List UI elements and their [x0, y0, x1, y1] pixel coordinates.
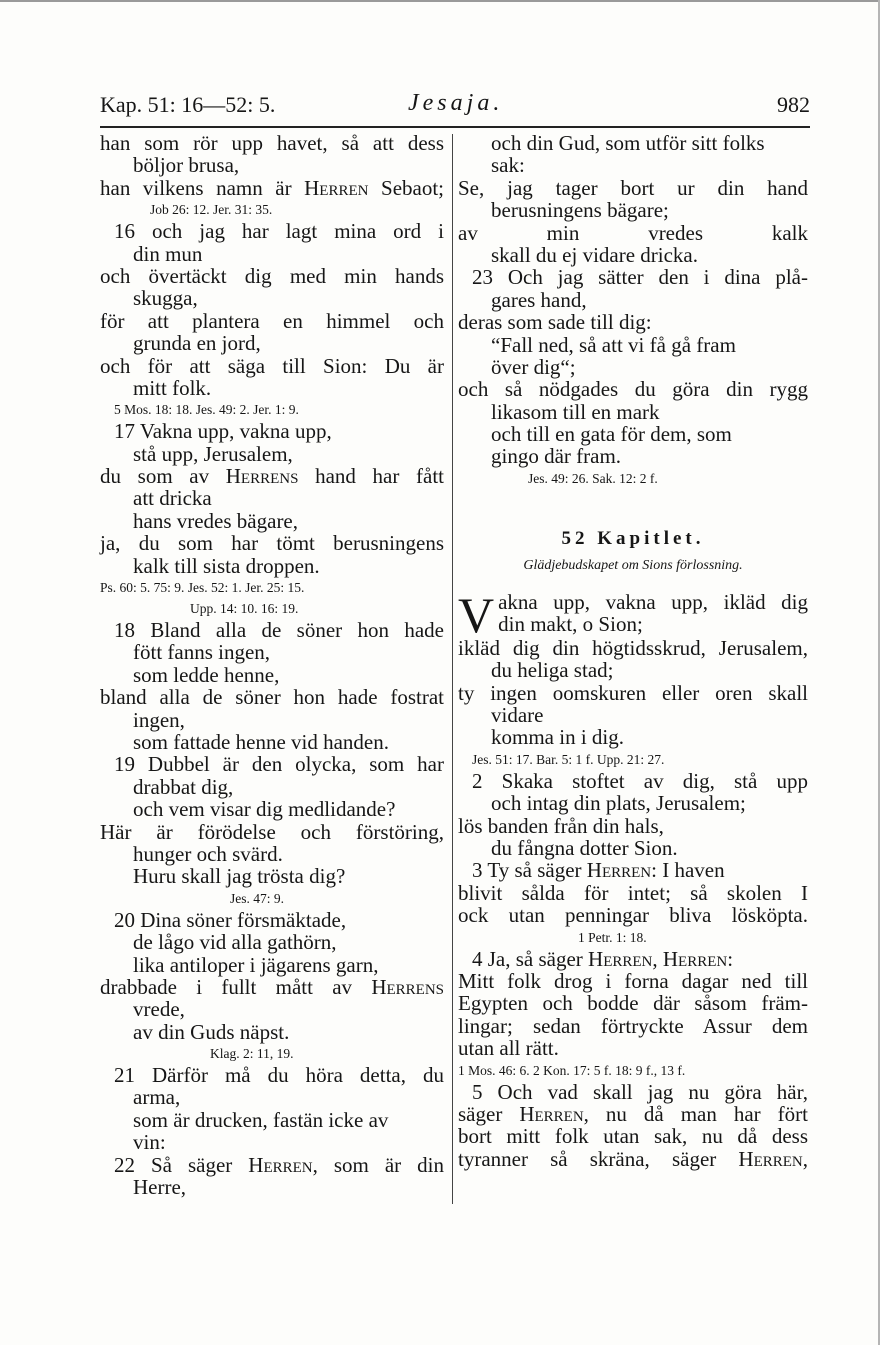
left-text-line: av din Guds näpst. [133, 1019, 290, 1044]
chapter-opening [458, 591, 808, 637]
right-text-line: över dig“; [491, 354, 576, 379]
left-reference: Upp. 14: 10. 16: 19. [190, 601, 299, 617]
left-reference: Klag. 2: 11, 19. [210, 1046, 294, 1062]
small-caps-word: Herren [662, 946, 728, 971]
right-text-line: säger Herren, nu då man har fört [458, 1101, 808, 1126]
left-text-line: hunger och svärd. [133, 841, 283, 866]
right-reference: Jes. 49: 26. Sak. 12: 2 f. [528, 470, 658, 486]
chapter-heading: 52 Kapitlet. [561, 527, 705, 549]
right-text-line: och intag din plats, Jerusalem; [491, 791, 746, 816]
left-text-line: din mun [133, 241, 203, 266]
left-text-line: skugga, [133, 286, 198, 311]
left-reference: Ps. 60: 5. 75: 9. Jes. 52: 1. Jer. 25: 15. [100, 580, 305, 596]
opening-line-1: akna upp, vakna upp, ikläd dig [498, 590, 808, 614]
left-text-line: drabbat dig, [133, 774, 234, 799]
left-text-line: och för att säga till Sion: Du är [100, 353, 444, 378]
small-caps-word: Herrens [225, 464, 299, 489]
left-text-line: och vem visar dig medlidande? [133, 797, 396, 822]
right-text-line: skall du ej vidare dricka. [491, 242, 699, 267]
left-text-line: de lågo vid alla gathörn, [133, 930, 337, 955]
right-text-line: vidare [491, 703, 544, 728]
right-text-line: blivit sålda för intet; så skolen I [458, 880, 808, 905]
right-text-line: “Fall ned, så att vi få gå fram [491, 332, 736, 357]
chapter-range: Kap. 51: 16—52: 5. [100, 92, 276, 117]
left-text-line: lika antiloper i jägarens garn, [133, 952, 379, 977]
left-text-line: 17 Vakna upp, vakna upp, [114, 419, 332, 444]
left-text-line: 19 Dubbel är den olycka, som har [114, 752, 444, 777]
right-text-line: gingo där fram. [491, 444, 622, 469]
left-column [100, 132, 444, 1198]
left-text-line: ingen, [133, 707, 185, 732]
left-text-line: arma, [133, 1085, 181, 1110]
page-number: 982 [777, 92, 810, 117]
left-text-line: stå upp, Jerusalem, [133, 441, 293, 466]
small-caps-word: Herren [304, 175, 369, 200]
left-text-line: som är drucken, fastän icke av [133, 1107, 389, 1132]
right-text-line: utan all rätt. [458, 1036, 559, 1061]
left-text-line: hans vredes bägare, [133, 508, 299, 533]
right-column [458, 132, 808, 1170]
left-text-line: att dricka [133, 486, 212, 511]
right-text-line: och till en gata för dem, som [491, 422, 732, 447]
right-text-line: 5 Och vad skall jag nu göra här, [472, 1079, 808, 1104]
left-text-line: grunda en jord, [133, 331, 261, 356]
small-caps-word: Herren [586, 858, 652, 883]
left-text-line: bland alla de söner hon hade fostrat [100, 685, 444, 710]
right-text-line: 3 Ty så säger Herren: I haven [472, 858, 725, 883]
chapter-spacer [458, 489, 808, 525]
right-text-line: gares hand, [491, 287, 587, 312]
left-text-line: 20 Dina söner försmäktade, [114, 907, 347, 932]
left-text-line: han vilkens namn är Herren Sebaot; [100, 175, 444, 200]
right-text-line: du heliga stad; [491, 658, 614, 683]
subtitle-spacer [458, 579, 808, 591]
left-text-line: kalk till sista droppen. [133, 553, 320, 578]
header-rule [100, 126, 810, 128]
left-text-line: drabbade i fullt mått av Herrens [100, 974, 444, 999]
small-caps-word: Herren [519, 1101, 584, 1126]
right-text-line: ty ingen oomskuren eller oren skall [458, 680, 808, 705]
left-reference: Jes. 47: 9. [230, 890, 284, 906]
running-header [100, 88, 810, 124]
left-text-line: mitt folk. [133, 375, 212, 400]
right-reference: Jes. 51: 17. Bar. 5: 1 f. Upp. 21: 27. [472, 751, 665, 767]
drop-cap: V [458, 590, 495, 637]
left-text-line: 22 Så säger Herren, som är din [114, 1152, 444, 1177]
right-text-line: sak: [491, 153, 525, 178]
right-text-line: du fångna dotter Sion. [491, 835, 678, 860]
right-text-line: och din Gud, som utför sitt folks [491, 131, 765, 155]
left-text-line: vrede, [133, 997, 185, 1022]
right-text-line: ock utan penningar bliva lösköpta. [458, 903, 808, 928]
right-text-line: av min vredes kalk [458, 220, 808, 245]
left-text-line: ja, du som har tömt berusningens [100, 531, 444, 556]
right-text-line: lingar; sedan förtryckte Assur dem [458, 1013, 808, 1038]
right-text-line: deras som sade till dig: [458, 310, 652, 335]
small-caps-word: Herrens [371, 974, 444, 999]
left-text-line: som fattade henne vid handen. [133, 729, 389, 754]
right-column-bottom [458, 637, 808, 1170]
left-reference: 5 Mos. 18: 18. Jes. 49: 2. Jer. 1: 9. [114, 402, 299, 418]
right-text-line: tyranner så skräna, säger Herren, [458, 1146, 808, 1171]
left-text-line: för att plantera en himmel och [100, 308, 444, 333]
left-text-line: 16 och jag har lagt mina ord i [114, 219, 444, 244]
left-text-line: 18 Bland alla de söner hon hade [114, 618, 444, 643]
left-text-line: Herre, [133, 1175, 187, 1200]
right-text-line: komma in i dig. [491, 725, 624, 750]
small-caps-word: Herren [588, 946, 653, 971]
left-text-line: vin: [133, 1130, 166, 1155]
right-text-line: Mitt folk drog i forna dagar ned till [458, 968, 808, 993]
opening-line-2: din makt, o Sion; [498, 612, 643, 637]
column-divider [452, 134, 453, 1204]
right-text-line: lös banden från din hals, [458, 813, 664, 838]
right-text-line: 2 Skaka stoftet av dig, stå upp [472, 768, 808, 793]
small-caps-word: Herren [738, 1146, 803, 1171]
chapter-subtitle: Glädjebudskapet om Sions förlossning. [523, 557, 743, 573]
right-text-line: ikläd dig din högtidsskrud, Jerusalem, [458, 635, 808, 660]
right-text-line: berusningens bägare; [491, 198, 669, 223]
left-text-line: och övertäckt dig med min hands [100, 263, 444, 288]
left-text-line: Huru skall jag trösta dig? [133, 864, 346, 889]
left-text-line: böljor brusa, [133, 153, 240, 178]
right-reference: 1 Petr. 1: 18. [578, 929, 647, 945]
book-title: Jesaja. [408, 90, 504, 116]
right-text-line: 4 Ja, så säger Herren, Herren: [472, 946, 734, 971]
scan-top-border [0, 0, 880, 2]
small-caps-word: Herren [248, 1152, 313, 1177]
left-text-line: du som av Herrens hand har fått [100, 464, 445, 489]
right-text-line: likasom till en mark [491, 399, 660, 424]
left-text-line: Här är förödelse och förstöring, [100, 819, 444, 844]
left-text-line: 21 Därför må du höra detta, du [114, 1063, 444, 1088]
right-text-line: och så nödgades du göra din rygg [458, 377, 808, 402]
right-text-line: Se, jag tager bort ur din hand [458, 175, 808, 200]
left-text-line: som ledde henne, [133, 662, 280, 687]
right-text-line: Egypten och bodde där såsom främ- [458, 991, 808, 1016]
right-column-top [458, 132, 808, 489]
right-reference: 1 Mos. 46: 6. 2 Kon. 17: 5 f. 18: 9 f., 13 f. [458, 1062, 686, 1078]
right-text-line: 23 Och jag sätter den i dina plå- [472, 265, 808, 290]
right-text-line: bort mitt folk utan sak, nu då dess [458, 1124, 808, 1149]
left-text-line: han som rör upp havet, så att dess [100, 131, 444, 155]
left-text-line: fött fanns ingen, [133, 640, 271, 665]
left-reference: Job 26: 12. Jer. 31: 35. [150, 202, 273, 218]
